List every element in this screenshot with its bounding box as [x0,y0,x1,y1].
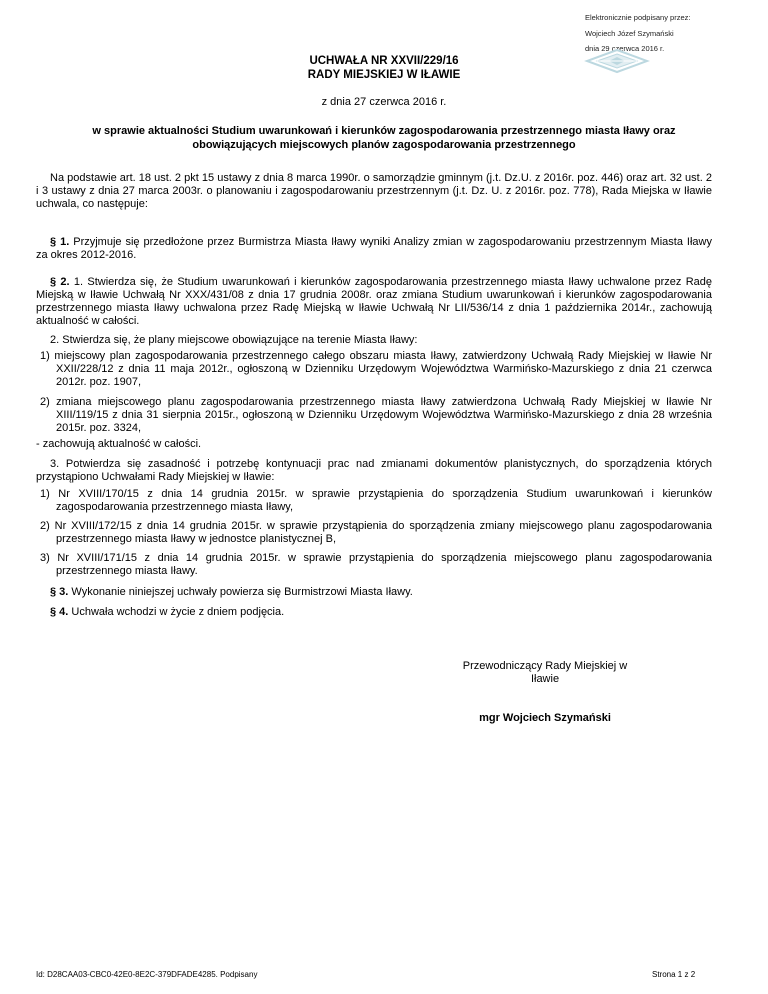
resolution-title: UCHWAŁA NR XXVII/229/16 [309,55,459,67]
subject-line-2: obowiązujących miejscowych planów zagospodarowania przestrzennego [192,139,576,151]
section-2-paragraph-2: 2. Stwierdza się, że plany miejscowe obowiązujące na terenie Miasta Iławy: [50,334,418,346]
plans-tail: - zachowują aktualność w całości. [36,438,202,450]
document-id: Id: D28CAA03-CBC0-42E0-8E2C-379DFADE4285. Podpisany [36,970,258,979]
section-1-label: § 1. [50,236,70,248]
section-4-label: § 4. [50,606,69,618]
section-3-label: § 3. [50,586,69,598]
section-1-text: Przyjmuje się przedłożone przez Burmistrza Miasta Iławy wyniki Analizy zmian w zagospodarowaniu przestrzennym Miasta Iławy za okres 2012-2016. [36,236,712,261]
list-item: 2) zmiana miejscowego planu zagospodarowania przestrzennego miasta Iławy zatwierdzona Uchwałą Rady Miejskiej w Iławie Nr XIII/119/15 z dnia 31 sierpnia 2015r., ogłoszoną w Dzienniku Urzędowym Województwa Warmińsko-Mazurskiego z dnia 28 września 2015r. poz. 3324, [40,396,712,434]
section-4 [36,606,712,619]
section-4-text: Uchwała wchodzi w życie z dniem podjęcia. [68,606,285,618]
list-item: 1) Nr XVIII/170/15 z dnia 14 grudnia 2015r. w sprawie przystąpienia do sporządzenia Studium uwarunkowań i kierunków zagospodarowania przestrzennego miasta Iławy, [40,488,712,513]
chairman-title-line-1: Przewodniczący Rady Miejskiej w [462,660,628,672]
section-2-paragraph-3: 3. Potwierdza się zasadność i potrzebę kontynuacji prac nad zmianami dokumentów planistycznych, do sporządzenia których przystąpiono Uchwałami Rady Miejskiej w Iławie: [36,458,712,483]
chairman-name: mgr Wojciech Szymański [479,712,611,724]
list-item: 2) Nr XVIII/172/15 z dnia 14 grudnia 2015r. w sprawie przystąpienia do sporządzenia zmiany miejscowego planu zagospodarowania przestrzennego miasta Iławy w jednostce planistycznej B, [40,520,712,545]
section-3 [36,586,712,599]
page-number: Strona 1 z 2 [652,970,696,979]
section-1 [36,236,712,262]
chairman-title-line-2: Iławie [530,673,560,685]
list-item: 3) Nr XVIII/171/15 z dnia 14 grudnia 2015r. w sprawie przystąpienia do sporządzenia miejscowego planu zagospodarowania przestrzennego miasta Iławy. [40,552,712,577]
section-2 [36,276,712,328]
signature-line-2: Wojciech Józef Szymański [585,29,674,38]
resolution-date: z dnia 27 czerwca 2016 r. [321,96,447,108]
list-item: 1) miejscowy plan zagospodarowania przestrzennego całego obszaru miasta Iławy, zatwierdzony Uchwałą Rady Miejskiej w Iławie Nr XXII/228/12 z dnia 11 maja 2012r., ogłoszoną w Dzienniku Urzędowym Województwa Warmińsko-Mazurskiego z dnia 21 czerwca 2012r. poz. 1907, [40,350,712,388]
signature-line-1: Elektronicznie podpisany przez: [585,13,691,22]
preamble: Na podstawie art. 18 ust. 2 pkt 15 ustawy z dnia 8 marca 1990r. o samorządzie gminnym (j.t. Dz.U. z 2016r. poz. 446) oraz art. 32 ust. 2 i 3 ustawy z dnia 27 marca 2003r. o planowaniu i zagospodarowaniu przestrzennym (j.t. Dz. U. z 2016r. poz. 778), Rada Miejska w Iławie uchwala, co następuje: [36,172,712,210]
section-3-text: Wykonanie niniejszej uchwały powierza się Burmistrzowi Miasta Iławy. [68,586,413,598]
section-2-text: 1. Stwierdza się, że Studium uwarunkowań i kierunków zagospodarowania przestrzennego miasta Iławy uchwalone przez Radę Miejską w Iławie Uchwałą Nr XXX/431/08 z dnia 17 grudnia 2008r. oraz zmiana Studium uwarunkowań i kierunków zagospodarowania przestrzennego miasta Iławy uchwalona przez Radę Miejską w Iławie Uchwałą Nr LII/536/14 z dnia 1 października 2014r., zachowują aktualność w całości. [36,276,712,327]
subject-line-1: w sprawie aktualności Studium uwarunkowań i kierunków zagospodarowania przestrzennego miasta Iławy oraz [92,125,676,137]
section-2-label: § 2. [50,276,70,288]
signature-line-3: dnia 29 czerwca 2016 r. [585,44,665,53]
council-name: RADY MIEJSKIEJ W IŁAWIE [307,69,461,81]
